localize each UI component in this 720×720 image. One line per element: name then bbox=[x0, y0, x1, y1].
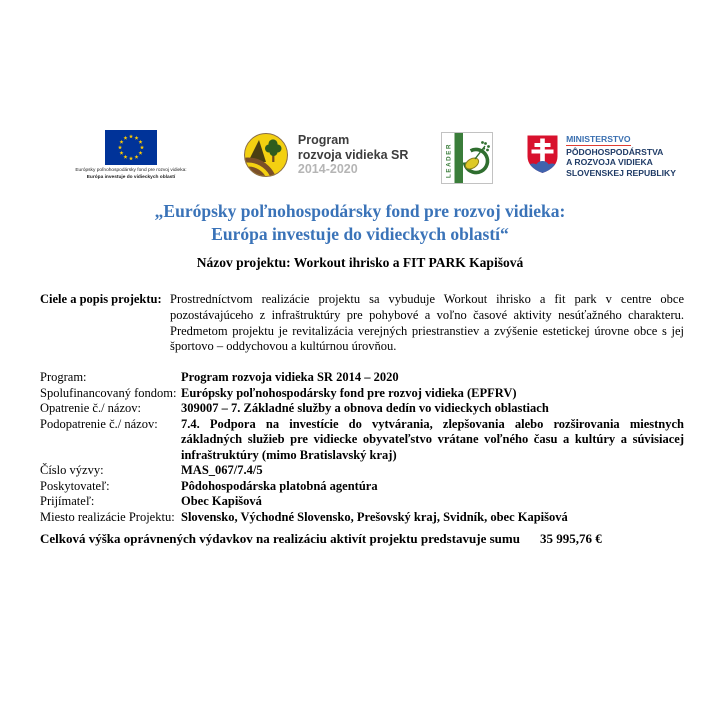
eu-caption-line1: Európsky poľnohospodársky fond pre rozvoj vidieka: bbox=[75, 168, 187, 173]
detail-value: Európsky poľnohospodársky fond pre rozvoj vidieka (EPFRV) bbox=[181, 385, 517, 400]
total-costs-line bbox=[40, 531, 684, 547]
description-text: Prostredníctvom realizácie projektu sa vybuduje Workout ihrisko a fit park v centre obce pozostávajúceho z infraštruktúry pre pohybové a voľno časové aktivity nesúťažného charakteru. Predmetom projektu je revitalizácia verejných priestranstiev a zvýšenie estetickej úrovne obce s jej športovo – oddychovou a kultúrnou úrovňou. bbox=[170, 292, 684, 354]
detail-row-prijimatel bbox=[40, 494, 684, 510]
detail-value: MAS_067/7.4/5 bbox=[181, 463, 263, 477]
detail-row-opatrenie bbox=[40, 401, 684, 417]
prv-emblem-icon bbox=[243, 132, 289, 178]
main-title bbox=[0, 200, 720, 246]
total-costs-amount: 35 995,76 € bbox=[539, 531, 602, 546]
detail-label: Prijímateľ: bbox=[40, 494, 95, 508]
detail-row-podopatrenie bbox=[40, 417, 684, 464]
detail-label: Miesto realizácie Projektu: bbox=[40, 509, 175, 524]
description-label: Ciele a popis projektu: bbox=[40, 292, 162, 306]
detail-label: Číslo výzvy: bbox=[40, 463, 104, 477]
ministry-logo bbox=[526, 134, 676, 178]
ministry-text-line4: SLOVENSKEJ REPUBLIKY bbox=[566, 167, 676, 178]
detail-row-miesto bbox=[40, 510, 684, 526]
leader-logo-icon bbox=[441, 132, 493, 184]
main-title-line2: Európa investuje do vidieckych oblastí“ bbox=[211, 224, 509, 244]
detail-value: 7.4. Podpora na investície do vytvárania, zlepšovania alebo rozširovania miestnych základných služieb pre vidiecke obyvateľstvo vrátane voľného času a kultúry a súvisiacej infraštruktúry (mimo Bratislavský kraj) bbox=[181, 416, 684, 462]
ministry-logo-text bbox=[566, 134, 676, 178]
ministry-text-line1: MINISTERSTVO bbox=[566, 134, 630, 146]
slovak-coat-of-arms-icon bbox=[526, 134, 559, 175]
detail-row-poskytovatel bbox=[40, 479, 684, 495]
eu-flag-icon bbox=[105, 130, 157, 165]
prv-program-logo bbox=[243, 132, 408, 178]
eu-logo-caption bbox=[52, 168, 210, 181]
prv-text-year: 2014-2020 bbox=[297, 162, 358, 177]
prv-text-line2: rozvoja vidieka SR bbox=[297, 147, 409, 162]
logos-row bbox=[52, 130, 676, 194]
main-title-line1: „Európsky poľnohospodársky fond pre rozvoj vidieka: bbox=[154, 201, 566, 221]
total-costs-text: Celková výška oprávnených výdavkov na realizáciu aktivít projektu predstavuje sumu bbox=[40, 531, 520, 546]
detail-row-program bbox=[40, 370, 684, 386]
ministry-text-line3: A ROZVOJA VIDIEKA bbox=[566, 157, 653, 168]
project-name: Názov projektu: Workout ihrisko a FIT PARK Kapišová bbox=[196, 255, 524, 270]
leader-logo bbox=[441, 132, 493, 189]
detail-value: Pôdohospodárska platobná agentúra bbox=[181, 478, 378, 493]
prv-text-line1: Program bbox=[297, 133, 350, 148]
detail-value: Obec Kapišová bbox=[181, 494, 262, 508]
detail-value: Program rozvoja vidieka SR 2014 – 2020 bbox=[181, 370, 399, 384]
prv-logo-text bbox=[298, 133, 408, 177]
detail-row-cislo-vyzvy bbox=[40, 463, 684, 479]
project-description bbox=[40, 292, 684, 355]
eu-caption-line2: Európa investuje do vidieckych oblastí bbox=[86, 174, 176, 180]
leader-logo-label: LEADER bbox=[445, 142, 453, 178]
detail-label: Podopatrenie č./ názov: bbox=[40, 416, 158, 431]
ministry-text-line2: PÔDOHOSPODÁRSTVA bbox=[566, 147, 664, 158]
detail-label: Opatrenie č./ názov: bbox=[40, 401, 141, 415]
eu-flag-logo bbox=[52, 130, 210, 181]
detail-value: 309007 – 7. Základné služby a obnova dedín vo vidieckych oblastiach bbox=[181, 401, 549, 415]
detail-label: Spolufinancovaný fondom: bbox=[40, 385, 177, 400]
detail-value: Slovensko, Východné Slovensko, Prešovský kraj, Svidník, obec Kapišová bbox=[181, 509, 568, 524]
detail-label: Poskytovateľ: bbox=[40, 478, 110, 493]
detail-label: Program: bbox=[40, 370, 87, 384]
detail-row-fond bbox=[40, 386, 684, 402]
project-details bbox=[40, 370, 684, 525]
